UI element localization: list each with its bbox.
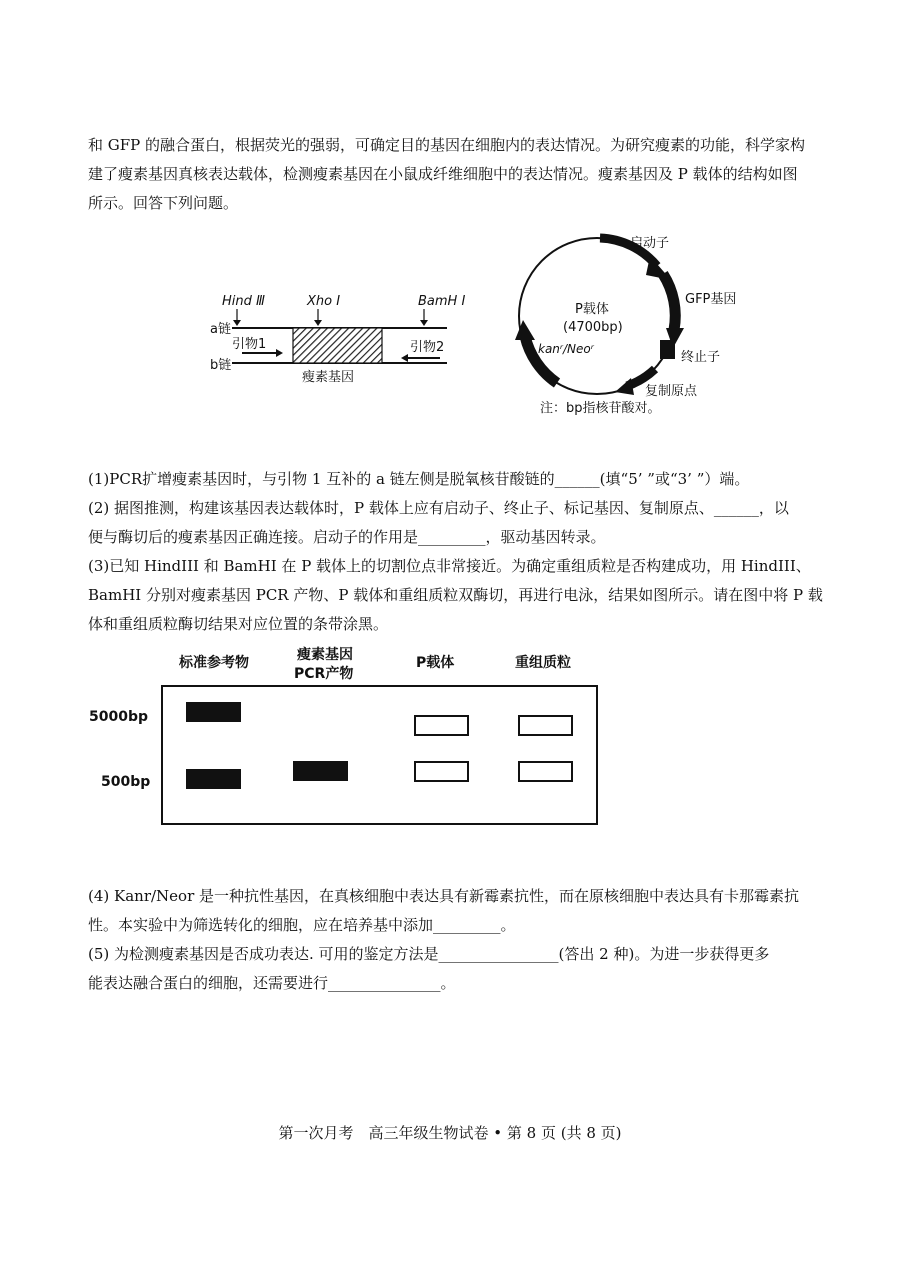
- page-footer: 第一次月考 高三年级生物试卷 • 第 8 页 (共 8 页): [278, 1124, 622, 1142]
- origin-arrowhead: [615, 378, 634, 395]
- question-3-line-1: (3)已知 HindIII 和 BamHI 在 P 载体上的切割位点非常接近。为确定重组质粒是否构建成功，用 HindIII、: [88, 557, 811, 575]
- question-2: [88, 494, 810, 552]
- plasmid-figure: [505, 228, 795, 420]
- resistance-label: kanʳ/Neoʳ: [538, 342, 594, 356]
- gel-col-pcr-line2: PCR产物: [294, 666, 354, 682]
- bam-site-label: BamH Ⅰ: [418, 294, 466, 309]
- question-3-line-3: 体和重组质粒酶切结果对应位置的条带涂黑。: [88, 615, 389, 633]
- gel-col-marker: 标准参考物: [179, 655, 249, 671]
- intro-line-2: 建了瘦素基因真核表达载体，检测瘦素基因在小鼠成纤维细胞中的表达情况。瘦素基因及 P 载体的结构如图: [88, 165, 798, 183]
- strand-b-label: b链: [210, 358, 232, 373]
- pcr-product-band-500: [293, 761, 348, 781]
- gfp-gene-arc: [663, 274, 675, 330]
- question-5-line-2: 能表达融合蛋白的细胞，还需要进行_______________。: [88, 974, 456, 992]
- intro-line-1: 和 GFP 的融合蛋白，根据荧光的强弱，可确定目的基因在细胞内的表达情况。为研究瘦素的功能，科学家构: [88, 136, 806, 154]
- resistance-arrowhead: [515, 320, 535, 340]
- marker-band-500: [186, 769, 241, 789]
- leptin-gene-label: 瘦素基因: [302, 370, 355, 385]
- primer2-arrowhead: [401, 354, 408, 362]
- gel-figure: [85, 645, 615, 830]
- question-2-line-1: (2) 据图推测，构建该基因表达载体时，P 载体上应有启动子、终止子、标记基因、复制原点、______，以: [88, 499, 789, 517]
- question-1: [88, 465, 810, 494]
- question-4: [88, 882, 810, 940]
- terminator-box: [660, 340, 675, 359]
- marker-band-5000: [186, 702, 241, 722]
- leptin-gene-segment: [293, 328, 382, 363]
- strand-a-label: a链: [210, 322, 231, 337]
- primer2-label: 引物2: [410, 340, 445, 355]
- terminator-label: 终止子: [681, 350, 721, 365]
- gel-row-500bp: 500bp: [101, 774, 151, 790]
- plasmid-name: P载体: [575, 302, 609, 317]
- promoter-label: 启动子: [630, 236, 670, 251]
- p-vector-band-5000-blank[interactable]: [415, 716, 468, 735]
- question-4-line-1: (4) Kanr/Neor 是一种抗性基因，在真核细胞中表达具有新霉素抗性，而在原核细胞中表达具有卡那霉素抗: [88, 887, 800, 905]
- question-5: [88, 940, 810, 998]
- question-3: [88, 552, 823, 639]
- question-5-line-1: (5) 为检测瘦素基因是否成功表达. 可用的鉴定方法是________________(答出 2 种)。为进一步获得更多: [88, 945, 770, 963]
- primer1-arrowhead: [276, 349, 283, 357]
- gel-row-5000bp: 5000bp: [89, 709, 149, 725]
- hind-site-label: Hind Ⅲ: [222, 294, 265, 309]
- hind-site-arrowhead: [233, 320, 241, 326]
- gfp-gene-label: GFP基因: [685, 292, 737, 307]
- question-4-line-2: 性。本实验中为筛选转化的细胞，应在培养基中添加_________。: [88, 916, 516, 934]
- question-3-line-2: BamHI 分别对瘦素基因 PCR 产物、P 载体和重组质粒双酶切，再进行电泳，结果如图所示。请在图中将 P 载: [88, 586, 823, 604]
- xho-site-label: Xho Ⅰ: [307, 294, 341, 309]
- intro-line-3: 所示。回答下列问题。: [88, 194, 239, 212]
- question-2-line-2: 便与酶切后的瘦素基因正确连接。启动子的作用是_________，驱动基因转录。: [88, 528, 606, 546]
- gel-col-pcr-line1: 瘦素基因: [297, 647, 353, 663]
- gel-col-recombinant: 重组质粒: [515, 655, 571, 671]
- intro-paragraph: [88, 131, 810, 218]
- gene-primer-figure: [200, 285, 466, 385]
- xho-site-arrowhead: [314, 320, 322, 326]
- origin-label: 复制原点: [645, 384, 698, 399]
- recombinant-band-5000-blank[interactable]: [519, 716, 572, 735]
- question-1-line-1: (1)PCR扩增瘦素基因时，与引物 1 互补的 a 链左侧是脱氧核苷酸链的______(填“5’ ”或“3’ ”）端。: [88, 470, 750, 488]
- p-vector-band-500-blank[interactable]: [415, 762, 468, 781]
- bam-site-arrowhead: [420, 320, 428, 326]
- recombinant-band-500-blank[interactable]: [519, 762, 572, 781]
- gel-col-p-vector: P载体: [416, 655, 455, 671]
- plasmid-note: 注：bp指核苷酸对。: [540, 401, 661, 416]
- primer1-label: 引物1: [232, 337, 267, 352]
- plasmid-size: (4700bp): [563, 320, 623, 335]
